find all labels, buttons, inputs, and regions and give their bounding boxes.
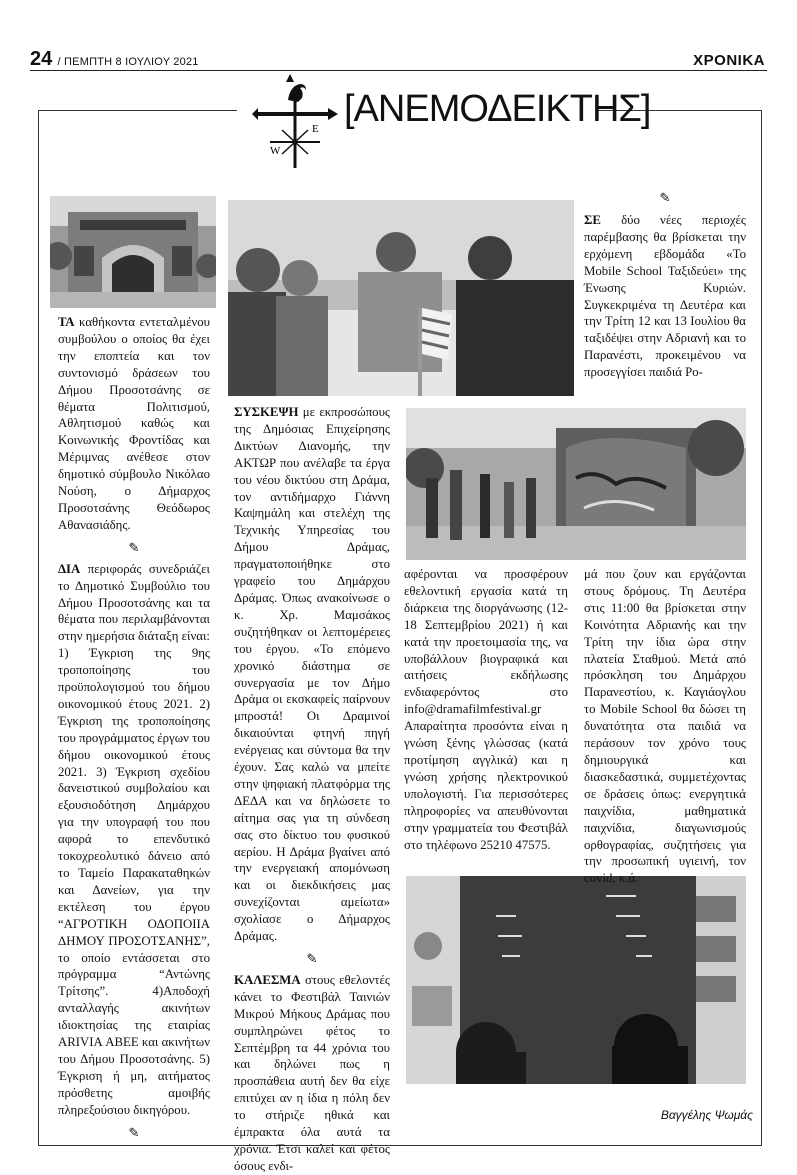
building-photo [50, 196, 216, 308]
article-se-body: δύο νέες περιοχές παρέμβασης θα βρίσκεται την ερχόμενη εβδομάδα «Το Mobile School Ταξιδεύει» της Ένωσης Κυριών. Συγκεκριμένα τη Δευτέρα και την Τρίτη 12 και 13 Ιουλίου θα ταξιδέψει στην Αδριανή και το Παρανέστι, προκειμένου να προσεγγίσει παιδιά Ρο- [584, 213, 746, 380]
vane-letter-w: W [270, 145, 281, 157]
street-photo [406, 408, 746, 560]
meeting-photo [228, 200, 574, 396]
column-middle [234, 404, 390, 1175]
article-syskepsi [234, 404, 390, 945]
column-right-top [584, 212, 746, 381]
article-syskepsi-lead: ΣΥΣΚΕΨΗ [234, 405, 299, 419]
article-kalesma-continued: αφέρονται να προσφέρουν εθελοντική εργασία κατά τη διάρκεια της διοργάνωσης (12-18 Σεπτεμβρίου 2021) ή και κατά την προετοιμασία της, να υποβάλλουν βιογραφικά και αιτήσεις εκδήλωσης ενδιαφερόντος στο info@dramafilmfestival.gr Απαραίτητα προσόντα είναι η γνώση ξένης γλώσσας (κατά προτίμηση αγγλικά) και η γνώση χρήσης ηλεκτρονικού υπολογιστή. Για περισσότερες πληροφορίες να απευθύνονται στην γραμματεία του Φεστιβάλ στο τηλέφωνο 25210 47575. [404, 567, 568, 852]
pen-icon: ✎ [128, 1124, 140, 1140]
article-kalesma [234, 972, 390, 1175]
page-number-date [30, 48, 199, 71]
column-middle-right [404, 566, 568, 853]
article-syskepsi-body: με εκπροσώπους της Δημόσιας Επιχείρησης Δικτύων Διανομής, την ΑΚΤΩΡ που ανέλαβε τα έργα του νέου δικτύου στη Δράμα, τον αντιδήμαρχο Γιάννη Καψημάλη και στελέχη της Τεχνικής Υπηρεσίας του Δήμου Δράμας, πραγματοποιήθηκε στο γραφείο του Δημάρχου Δράμας. Όπως ανακοίνωσε ο κ. Χρ. Μαμσάκος συζητήθηκαν οι λεπτομέρειες του έργου. «Το επόμενο χρονικό διάστημα σε συνεργασία με τον Δήμο Δράμα οι εκσκαφείς παίρνουν μπροστά! Οι Δραμινοί δικαιούνται φτηνή πηγή ενέργειας και σύντομα θα την έχουν. Σας καλώ να μπείτε στην ψηφιακή πλατφόρμα της ΔΕΔΑ και να δηλώσετε το αίτημα σας για τη σύνδεση σας στο δίκτυο του φυσικού αερίου. Η Δράμα βγαίνει από την ενεργειακή απομόνωση και οι διεκδικήσεις μας συνεχίζονται αμείωτα» σχολίασε ο Δήμαρχος Δράμας. [234, 405, 390, 944]
article-se [584, 212, 746, 381]
weathervane-icon [250, 72, 340, 168]
page-number: 24 [30, 48, 53, 70]
pen-icon: ✎ [306, 951, 318, 966]
article-kalesma-lead: ΚΑΛΕΣΜΑ [234, 972, 301, 987]
article-se-lead: ΣΕ [584, 213, 601, 227]
issue-date: / ΠΕΜΠΤΗ 8 ΙΟΥΛΙΟΥ 2021 [57, 56, 199, 68]
column-right-bottom [584, 566, 746, 887]
article-ta-body: καθήκοντα εντεταλμένου συμβούλου ο οποίος θα έχει την εποπτεία και τον συντονισμό δράσεων του Δήμου Προσοτσάνης σε θέματα Πολιτισμού, Αθλητισμού καθώς και Κοινωνικής Φροντίδας και Μέριμνας ανέθεσε στον δημοτικό σύμβουλο Νικόλαο Νούση, ο Δήμαρχος Προσοτσάνης Θεόδωρος Αθανασιάδης. [58, 315, 210, 532]
article-dia-lead: ΔΙΑ [58, 561, 81, 576]
article-dia [58, 561, 210, 1119]
header-rule [30, 70, 767, 71]
pen-icon: ✎ [128, 539, 140, 555]
article-se-continued: μά που ζουν και εργάζονται στους δρόμους. Τη Δευτέρα στις 11:00 θα βρίσκεται στην Κοινότητα Αδριανής και την Τρίτη την ίδια ώρα στην πλατεία Σταθμού. Μετά από πρόσκληση του Δημάρχου Παρανεστίου, κ. Καγιάογλου το Mobile School θα δώσει τη δυνατότητα στα παιδιά να περάσουν τον χρόνο τους δημιουργικά και διασκεδαστικά, συμμετέχοντας σε δράσεις όπως: ενεργητικά παιχνίδια, μαθηματικά παιχνίδια, διαγωνισμούς ορθογραφίας, συζητήσεις για την προσωπική υγιεινή, τον covid, κ.ά. [584, 567, 746, 886]
column-title: [ΑΝΕΜΟΔΕΙΚΤΗΣ] [344, 88, 651, 130]
section-name: ΧΡΟΝΙΚΑ [693, 52, 765, 69]
vane-letter-e: E [312, 123, 319, 135]
byline: Βαγγέλης Ψωμάς [660, 1108, 753, 1122]
chalkboard-photo [406, 876, 746, 1084]
pen-icon: ✎ [659, 190, 671, 205]
article-ta-lead: ΤΑ [58, 315, 75, 329]
article-dia-body: περιφοράς συνεδριάζει το Δημοτικό Συμβούλιο του Δήμου Προσοτσάνης και τα θέματα που περιλαμβάνονται στην ημερήσια διάταξη είναι: 1) Έγκριση της 9ης τροποποίησης του προϋπολογισμού του δήμου οικονομικού έτους 2021. 2) Έγκριση της τροποποίησης του προγράμματος έργων του δήμου οικονομικού έτους 2021. 3) Έγκριση σχεδίου δανειστικού συμβολαίου και εξουσιοδότηση Δημάρχου για την υπογραφή του που αφορά το επενδυτικό τοκοχρεολυτικό δάνειο από το Ταμείο Παρακαταθηκών και Δανείων, για την εκτέλεση του έργου “ΑΓΡΟΤΙΚΗ ΟΔΟΠΟΙΙΑ ΔΗΜΟΥ ΠΡΟΣΟΤΣΑΝΗΣ”, το οποίο εντάσσεται στο πρόγραμμα “Αντώνης Τρίτσης”. 4)Αποδοχή ανταλλαγής ακινήτων ιδιοκτησίας της εταιρίας ARIVIA ΑΒΕΕ και ακινήτων του Δήμου Προσοτσάνης. 5) Έγκριση ή μη, αιτήματος πρόσθετης αμοιβής πληρεξούσιου δικηγόρου. [58, 561, 211, 1117]
article-kalesma-body: στους εθελοντές κάνει το Φεστιβάλ Ταινιών Μικρού Μήκους Δράμας που συμπληρώνει φέτος το Σεπτέμβρη τα 44 χρόνια του και δηλώνει πως η προσπάθεια αυτή δεν θα είχε επιτύχει αν η ίδια η πόλη δεν το στήριζε ηθικά και έμπρακτα όλα αυτά τα χρόνια. Έτσι καλεί και φέτος όσους ενδι- [234, 972, 390, 1173]
column-left [58, 314, 210, 1146]
article-ta [58, 314, 210, 534]
